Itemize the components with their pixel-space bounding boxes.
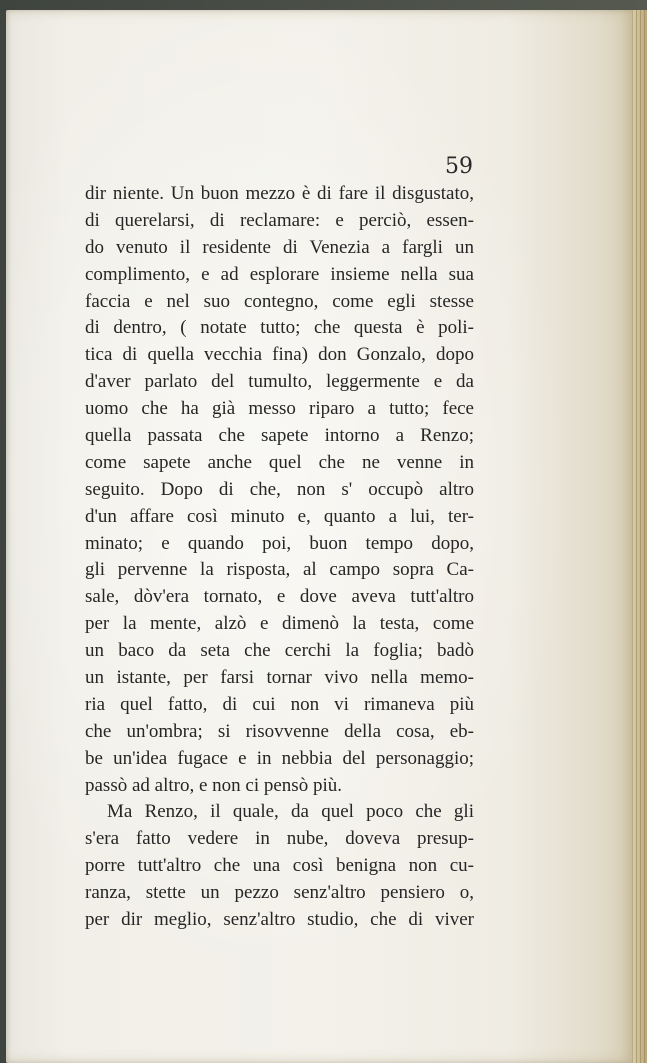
text-line-4: complimento, e ad esplorare insieme nella sua xyxy=(85,263,474,285)
text-line-20: ria quel fatto, di cui non vi rimaneva più xyxy=(85,693,474,715)
text-line-23: passò ad altro, e non ci pensò più. xyxy=(85,774,342,796)
text-line-14: minato; e quando poi, buon tempo dopo, xyxy=(85,532,474,554)
text-line-6: di dentro, ( notate tutto; che questa è poli- xyxy=(85,317,474,339)
text-line-2: di querelarsi, di reclamare: e perciò, essen- xyxy=(85,209,474,231)
text-line-22: be un'idea fugace e in nebbia del personaggio; xyxy=(85,747,474,769)
text-line-26: porre tutt'altro che una così benigna non cu- xyxy=(85,855,474,877)
text-line-13: d'un affare così minuto e, quanto a lui, ter- xyxy=(85,505,474,527)
page-edge-line xyxy=(640,10,641,1063)
text-line-17: per la mente, alzò e dimenò la testa, come xyxy=(85,613,474,635)
page-number: 59 xyxy=(445,154,473,179)
text-line-25: s'era fatto vedere in nube, doveva presup- xyxy=(85,828,474,850)
text-line-10: quella passata che sapete intorno a Renzo; xyxy=(85,425,474,447)
text-line-21: che un'ombra; si risovvenne della cosa, eb- xyxy=(85,720,474,742)
text-line-8: d'aver parlato del tumulto, leggermente e da xyxy=(85,371,474,393)
text-line-24: Ma Renzo, il quale, da quel poco che gli xyxy=(107,801,474,823)
book-page xyxy=(6,10,634,1063)
text-line-1: dir niente. Un buon mezzo è di fare il disgustato, xyxy=(85,183,474,204)
text-line-16: sale, dòv'era tornato, e dove aveva tutt'altro xyxy=(85,586,474,608)
text-line-5: faccia e nel suo contegno, come egli stesse xyxy=(85,290,474,312)
text-line-11: come sapete anche quel che ne venne in xyxy=(85,451,474,473)
text-line-28: per dir meglio, senz'altro studio, che di viver xyxy=(85,909,474,931)
text-line-18: un baco da seta che cerchi la foglia; badò xyxy=(85,640,474,662)
text-line-7: tica di quella vecchia fina) don Gonzalo, dopo xyxy=(85,344,474,366)
page-edge-shadow xyxy=(632,10,647,1063)
text-line-3: do venuto il residente di Venezia a fargli un xyxy=(85,236,474,258)
text-line-15: gli pervenne la risposta, al campo sopra Ca- xyxy=(85,559,474,581)
page-text-block xyxy=(85,181,474,934)
page-edge-line xyxy=(644,10,645,1063)
page-edge-line xyxy=(636,10,637,1063)
text-line-12: seguito. Dopo di che, non s' occupò altro xyxy=(85,478,474,500)
text-line-27: ranza, stette un pezzo senz'altro pensiero o, xyxy=(85,882,474,904)
text-line-9: uomo che ha già messo riparo a tutto; fece xyxy=(85,398,474,420)
text-line-19: un istante, per farsi tornar vivo nella memo- xyxy=(85,667,474,689)
